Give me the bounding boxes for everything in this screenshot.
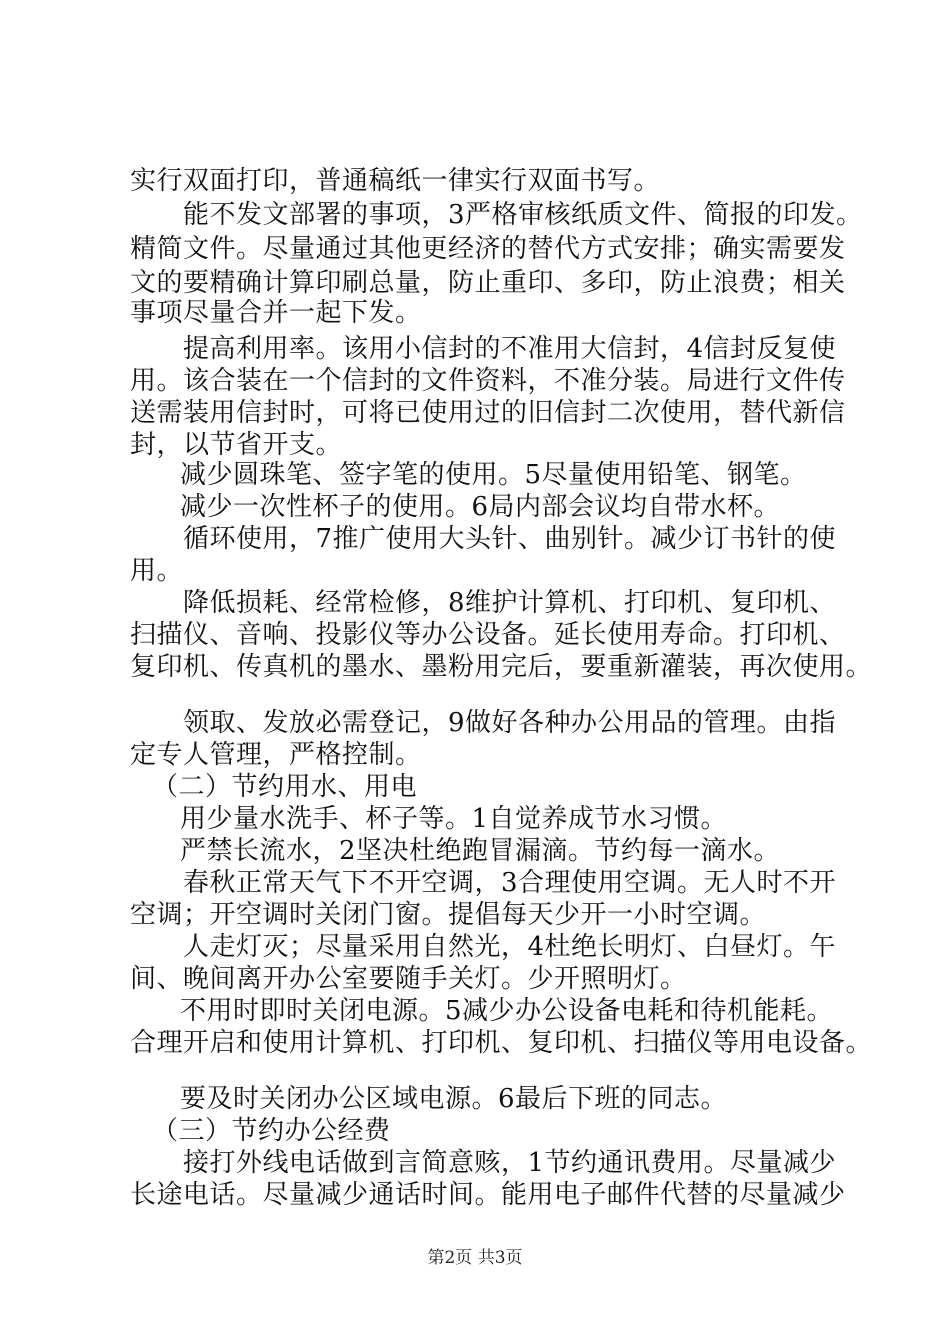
text-line: 用少量水洗手、杯子等。1自觉养成节水习惯。 xyxy=(180,804,728,834)
text-line: 间、晚间离开办公室要随手关灯。少开照明灯。 xyxy=(130,964,687,994)
text-line: 事项尽量合并一起下发。 xyxy=(130,298,422,328)
text-line: 减少一次性杯子的使用。6局内部会议均自带水杯。 xyxy=(180,492,781,522)
text-line: 精简文件。尽量通过其他更经济的替代方式安排；确实需要发 xyxy=(130,234,846,264)
text-line: 定专人管理，严格控制。 xyxy=(130,740,422,770)
text-line: 用。该合装在一个信封的文件资料，不准分装。局进行文件传 xyxy=(130,366,846,396)
section-heading: （二）节约用水、用电 xyxy=(152,772,418,802)
text-line: 接打外线电话做到言简意赅，1节约通讯费用。尽量减少 xyxy=(183,1148,837,1178)
text-line: 降低损耗、经常检修，8维护计算机、打印机、复印机、 xyxy=(183,588,837,618)
text-line: 空调；开空调时关闭门窗。提倡每天少开一小时空调。 xyxy=(130,900,767,930)
text-line: 不用时即时关闭电源。5减少办公设备电耗和待机能耗。 xyxy=(180,996,834,1026)
text-line: 用。 xyxy=(130,556,184,586)
text-line: 送需装用信封时，可将已使用过的旧信封二次使用，替代新信 xyxy=(130,398,846,428)
text-line: 长途电话。尽量减少通话时间。能用电子邮件代替的尽量减少 xyxy=(130,1180,846,1210)
text-line: 合理开启和使用计算机、打印机、复印机、扫描仪等用电设备。 xyxy=(130,1028,873,1058)
text-line: 复印机、传真机的墨水、墨粉用完后，要重新灌装，再次使用。 xyxy=(130,652,873,682)
text-line: 春秋正常天气下不开空调，3合理使用空调。无人时不开 xyxy=(183,868,837,898)
text-line: 循环使用，7推广使用大头针、曲别针。减少订书针的使 xyxy=(183,524,837,554)
text-line: 扫描仪、音响、投影仪等办公设备。延长使用寿命。打印机、 xyxy=(130,620,846,650)
text-line: 减少圆珠笔、签字笔的使用。5尽量使用铅笔、钢笔。 xyxy=(180,460,807,490)
text-line: 严禁长流水，2坚决杜绝跑冒漏滴。节约每一滴水。 xyxy=(180,836,781,866)
section-heading: （三）节约办公经费 xyxy=(152,1116,391,1146)
text-line: 实行双面打印，普通稿纸一律实行双面书写。 xyxy=(130,166,661,196)
text-line: 能不发文部署的事项，3严格审核纸质文件、简报的印发。 xyxy=(183,200,863,230)
text-line: 封，以节省开支。 xyxy=(130,430,343,460)
text-line: 要及时关闭办公区域电源。6最后下班的同志。 xyxy=(180,1084,728,1114)
text-line: 领取、发放必需登记，9做好各种办公用品的管理。由指 xyxy=(183,708,837,738)
text-line: 提高利用率。该用小信封的不准用大信封，4信封反复使 xyxy=(183,334,837,364)
text-line: 文的要精确计算印刷总量，防止重印、多印，防止浪费；相关 xyxy=(130,268,846,298)
page-number-footer: 第2页 共3页 xyxy=(427,1248,523,1268)
text-line: 人走灯灭；尽量采用自然光，4杜绝长明灯、白昼灯。午 xyxy=(183,932,837,962)
